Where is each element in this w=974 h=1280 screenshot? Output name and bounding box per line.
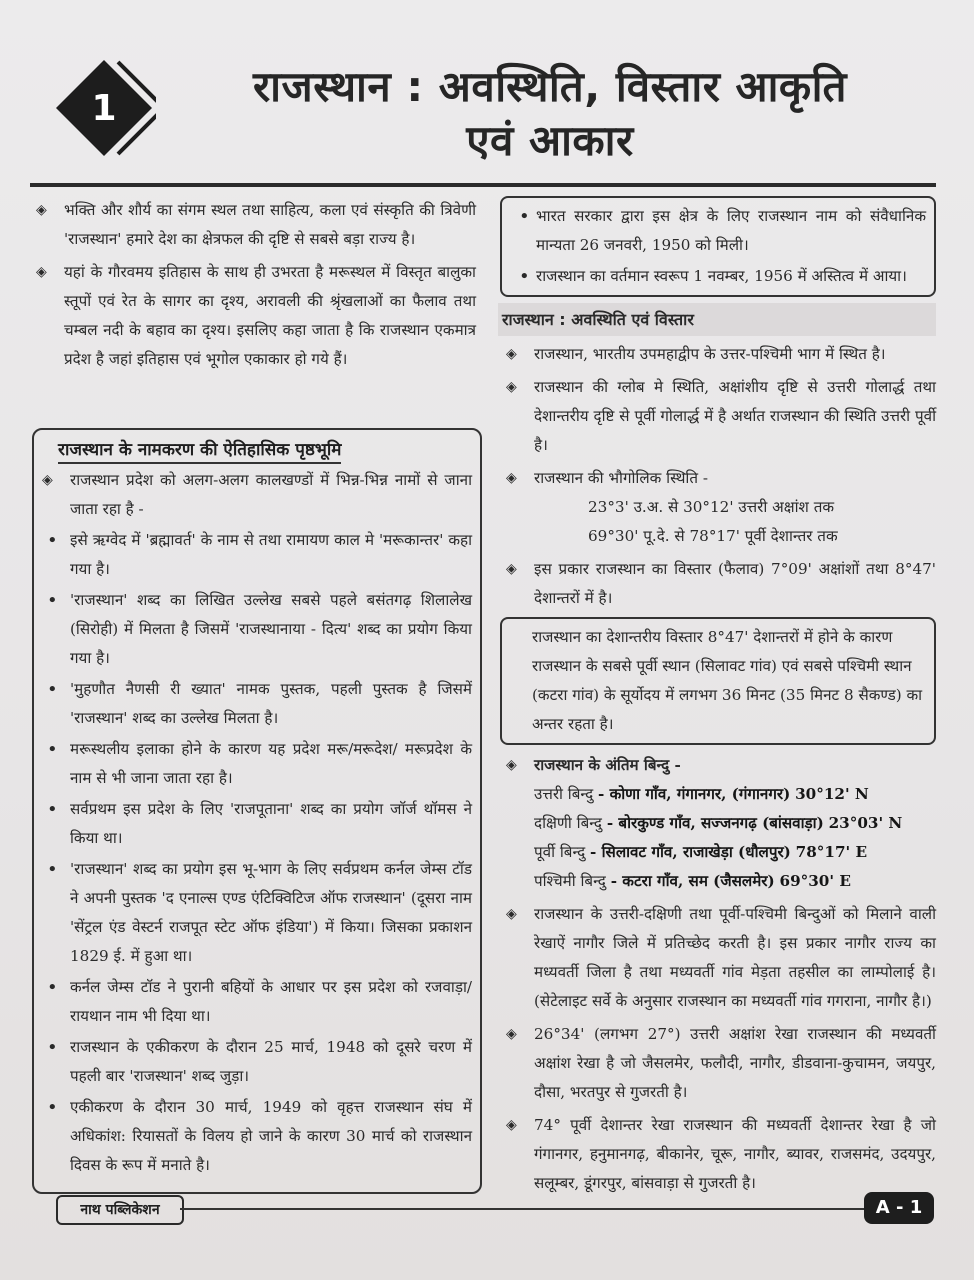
bullet-icon: •: [47, 977, 58, 998]
longitude-range: 69°30' पू.दे. से 78°17' पूर्वी देशान्तर तक: [588, 527, 838, 545]
bullet-icon: •: [47, 1037, 58, 1058]
bullet-icon: •: [47, 679, 58, 700]
list-item: ◈ इस प्रकार राजस्थान का विस्तार (फैलाव) 7°09' अक्षांशों तथा 8°47' देशान्तरों में है।: [500, 555, 936, 613]
constitution-box: [500, 196, 936, 297]
list-item: ◈ 74° पूर्वी देशान्तर रेखा राजस्थान की मध्यवर्ती देशान्तर रेखा है जो गंगानगर, हनुमानगढ़, बीकानेर, चूरू, नागौर, ब्यावर, राजसमंद, उदयपुर, सलूम्बर, डूंगरपुर, बांसवाड़ा से गुजरती है।: [500, 1111, 936, 1198]
intro-paragraph: ◈ यहां के गौरवमय इतिहास के साथ ही उभरता है मरूस्थल में विस्तृत बालुका स्तूपों एवं रेत के सागर का दृश्य, अरावली की श्रृंखलाओं का फैलाव तथा चम्बल नदी के बहाव का दृश्य। इसलिए कहा जाता है कि राजस्थान एकमात्र प्रदेश है जहां इतिहास एवं भूगोल एकाकार हो गये हैं।: [30, 258, 476, 374]
list-item: • राजस्थान का वर्तमान स्वरूप 1 नवम्बर, 1956 में अस्तित्व में आया।: [508, 262, 926, 291]
intro-paragraph: ◈ भक्ति और शौर्य का संगम स्थल तथा साहित्य, कला एवं संस्कृति की त्रिवेणी 'राजस्थान' हमारे देश का क्षेत्रफल की दृष्टि से सबसे बड़ा राज्य है।: [30, 196, 476, 254]
list-item: ◈ 26°34' (लगभग 27°) उत्तरी अक्षांश रेखा राजस्थान की मध्यवर्ती अक्षांश रेखा है जो जैसलमेर, फलौदी, नागौर, डीडवाना-कुचामन, जयपुर, दौसा, भरतपुर से गुजरती है।: [500, 1020, 936, 1107]
title-rule: [30, 183, 936, 187]
list-item: ◈ राजस्थान प्रदेश को अलग-अलग कालखण्डों में भिन्न-भिन्न नामों से जाना जाता रहा है -: [36, 466, 472, 524]
extreme-points-heading: ◈ राजस्थान के अंतिम बिन्दु -: [500, 751, 936, 780]
list-item: ◈ राजस्थान के उत्तरी-दक्षिणी तथा पूर्वी-पश्चिमी बिन्दुओं को मिलाने वाली रेखाऐं नागौर जिले में प्रतिच्छेद करती है। इस प्रकार नागौर राज्य का मध्यवर्ती जिला है तथा मध्यवर्ती गांव मेड़ता तहसील का लाम्पोलाई है। (सेटेलाइट सर्वे के अनुसार राजस्थान का मध्यवर्ती गांव गगराना, नागौर है।): [500, 900, 936, 1016]
diamond-bullet-icon: ◈: [36, 264, 47, 280]
diamond-bullet-icon: ◈: [506, 1117, 517, 1133]
bullet-icon: •: [47, 530, 58, 551]
diamond-bullet-icon: ◈: [42, 472, 53, 488]
list-item: • मरूस्थलीय इलाका होने के कारण यह प्रदेश मरू/मरूदेश/ मरूप्रदेश के नाम से भी जाना जाता रहा है।: [36, 735, 472, 793]
bullet-icon: •: [47, 859, 58, 880]
chapter-diamond-icon: [56, 58, 156, 158]
diamond-bullet-icon: ◈: [506, 1026, 517, 1042]
list-item: • भारत सरकार द्वारा इस क्षेत्र के लिए राजस्थान नाम को संवैधानिक मान्यता 26 जनवरी, 1950 को मिली।: [508, 202, 926, 260]
section-heading: राजस्थान : अवस्थिति एवं विस्तार: [498, 303, 936, 336]
bullet-icon: •: [47, 590, 58, 611]
list-item: • राजस्थान के एकीकरण के दौरान 25 मार्च, 1948 को दूसरे चरण में पहली बार 'राजस्थान' शब्द जुड़ा।: [36, 1033, 472, 1091]
history-list: [36, 466, 472, 1182]
bullet-icon: •: [519, 266, 530, 287]
chapter-title: [190, 60, 910, 168]
history-heading: राजस्थान के नामकरण की ऐतिहासिक पृष्ठभूमि: [58, 437, 341, 464]
diamond-bullet-icon: ◈: [36, 202, 47, 218]
list-item: ◈ राजस्थान की भौगोलिक स्थिति -: [500, 464, 936, 493]
list-item: • इसे ऋग्वेद में 'ब्रह्मावर्त' के नाम से तथा रामायण काल मे 'मरूकान्तर' कहा गया है।: [36, 526, 472, 584]
bullet-icon: •: [47, 739, 58, 760]
list-item: ◈ राजस्थान की ग्लोब मे स्थिति, अक्षांशीय दृष्टि से उत्तरी गोलार्द्ध तथा देशान्तरीय दृष्टि से पूर्वी गोलार्द्ध में है अर्थात राजस्थान की स्थिति उत्तरी पूर्वी है।: [500, 373, 936, 460]
chapter-title-line2: एवं आकार: [466, 116, 634, 165]
left-column: [30, 196, 476, 378]
diamond-bullet-icon: ◈: [506, 757, 517, 773]
list-item: • 'राजस्थान' शब्द का प्रयोग इस भू-भाग के लिए सर्वप्रथम कर्नल जेम्स टॉड ने अपनी पुस्तक 'द एनाल्स एण्ड एंटिक्विटिज ऑफ राजस्थान' (दूसरा नाम 'सेंट्रल एंड वेस्टर्न राजपूत स्टेट ऑफ इंडिया') में किया। जिसका प्रकाशन 1829 ई. में हुआ था।: [36, 855, 472, 971]
bullet-icon: •: [519, 206, 530, 227]
list-item: • कर्नल जेम्स टॉड ने पुरानी बहियों के आधार पर इस प्रदेश को रजवाड़ा/रायथान नाम भी दिया था।: [36, 973, 472, 1031]
extreme-point-row: उत्तरी बिन्दु - कोणा गाँव, गंगानगर, (गंगानगर) 30°12' N: [534, 785, 869, 803]
bullet-icon: •: [47, 799, 58, 820]
list-item: • एकीकरण के दौरान 30 मार्च, 1949 को वृहत्त राजस्थान संघ में अधिकांश: रियासतों के विलय हो जाने के कारण 30 मार्च को राजस्थान दिवस के रूप में मनाते है।: [36, 1093, 472, 1180]
diamond-bullet-icon: ◈: [506, 561, 517, 577]
chapter-title-line1: राजस्थान : अवस्थिति, विस्तार आकृति: [252, 62, 848, 111]
list-item: • सर्वप्रथम इस प्रदेश के लिए 'राजपूताना' शब्द का प्रयोग जॉर्ज थॉमस ने किया था।: [36, 795, 472, 853]
footer-rule: [180, 1208, 866, 1210]
bullet-icon: •: [47, 1097, 58, 1118]
chapter-number: 1: [91, 88, 117, 129]
list-item: ◈ राजस्थान, भारतीय उपमहाद्वीप के उत्तर-पश्चिमी भाग में स्थित है।: [500, 340, 936, 369]
diamond-bullet-icon: ◈: [506, 470, 517, 486]
right-column: [500, 196, 936, 1202]
list-item: • 'मुहणौत नैणसी री ख्यात' नामक पुस्तक, पहली पुस्तक है जिसमें 'राजस्थान' शब्द का उल्लेख मिलता है।: [36, 675, 472, 733]
diamond-bullet-icon: ◈: [506, 906, 517, 922]
list-item: • 'राजस्थान' शब्द का लिखित उल्लेख सबसे पहले बसंतगढ़ शिलालेख (सिरोही) में मिलता है जिसमें 'राजस्थानाया - दित्य' शब्द का प्रयोग किया गया है।: [36, 586, 472, 673]
extreme-point-row: पूर्वी बिन्दु - सिलावट गाँव, राजाखेड़ा (धौलपुर) 78°17' E: [534, 843, 868, 861]
publisher-label: नाथ पब्लिकेशन: [56, 1195, 184, 1225]
page-number: A - 1: [864, 1192, 934, 1224]
diamond-bullet-icon: ◈: [506, 379, 517, 395]
latitude-range: 23°3' उ.अ. से 30°12' उत्तरी अक्षांश तक: [588, 498, 835, 516]
sunrise-box: राजस्थान का देशान्तरीय विस्तार 8°47' देशान्तरों में होने के कारण राजस्थान के सबसे पूर्वी स्थान (सिलावट गांव) एवं सबसे पश्चिमी स्थान (कटरा गांव) के सूर्योदय में लगभग 36 मिनट (35 मिनट 8 सैकण्ड) का अन्तर रहता है।: [500, 617, 936, 745]
extreme-point-row: दक्षिणी बिन्दु - बोरकुण्ड गाँव, सज्जनगढ़ (बांसवाड़ा) 23°03' N: [534, 814, 903, 832]
extreme-point-row: पश्चिमी बिन्दु - कटरा गाँव, सम (जैसलमेर) 69°30' E: [534, 872, 851, 890]
diamond-bullet-icon: ◈: [506, 346, 517, 362]
